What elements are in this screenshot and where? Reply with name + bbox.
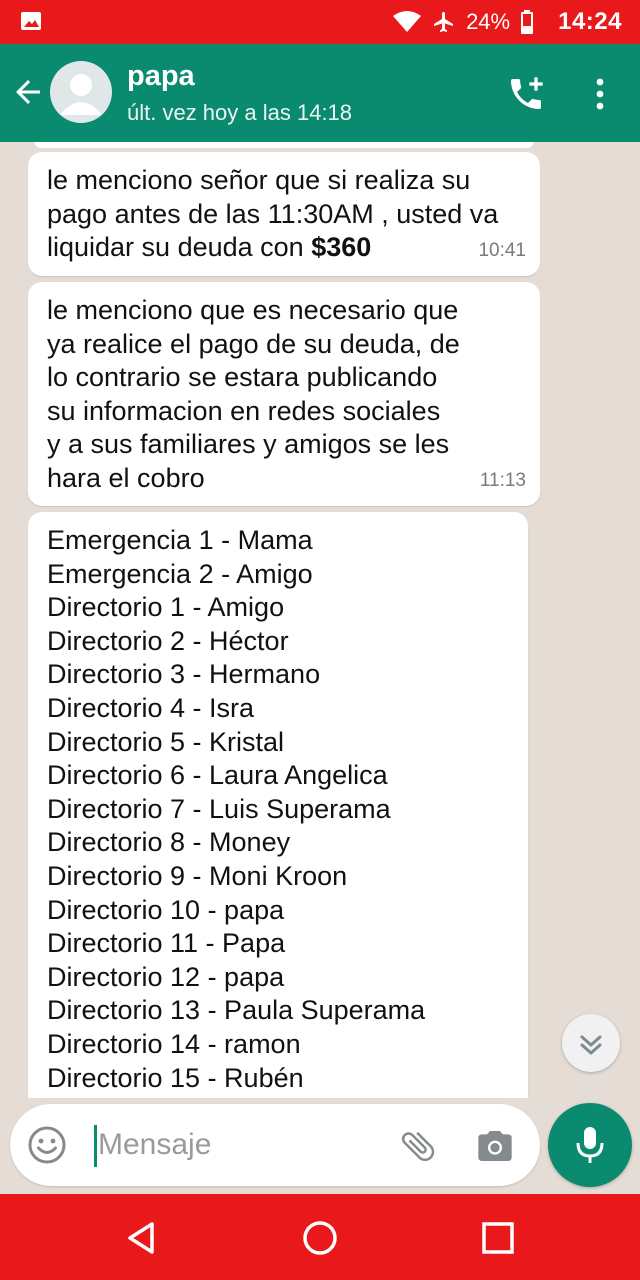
contact-name[interactable]: papa [127, 60, 195, 92]
list-item: Directorio 13 - Paula Superama [47, 995, 426, 1026]
battery-low-icon [520, 10, 534, 34]
message-bubble[interactable] [28, 282, 540, 506]
avatar-placeholder-icon [50, 61, 112, 123]
chat-area[interactable] [0, 142, 640, 1098]
avatar[interactable] [50, 61, 112, 123]
list-item: Emergencia 2 - Amigo [47, 558, 313, 589]
camera-icon[interactable] [474, 1126, 516, 1166]
list-item: Directorio 15 - Rubén [47, 1062, 304, 1093]
scroll-to-bottom-button[interactable] [562, 1014, 620, 1072]
emoji-icon[interactable] [26, 1124, 68, 1166]
back-arrow-icon[interactable] [10, 74, 46, 110]
text-cursor [94, 1125, 97, 1167]
airplane-icon [432, 10, 456, 34]
list-item: Directorio 9 - Moni Kroon [47, 860, 348, 891]
message-text: le menciono que es necesario que ya realice el pago de su deuda, de lo contrario se estara publicando su informacion en redes sociales y a sus familiares y amigos se les hara el cobro [47, 295, 460, 493]
wifi-icon [392, 10, 422, 34]
voice-record-button[interactable] [548, 1103, 632, 1187]
contact-list [47, 524, 510, 1095]
attach-icon[interactable] [398, 1126, 438, 1166]
message-bubble[interactable] [28, 152, 540, 276]
message-time: 11:13 [479, 470, 526, 492]
list-item: Directorio 8 - Money [47, 827, 291, 858]
list-item: Directorio 6 - Laura Angelica [47, 760, 388, 791]
list-item: Directorio 10 - papa [47, 894, 285, 925]
last-seen-status: últ. vez hoy a las 14:18 [127, 100, 353, 125]
list-item: Directorio 12 - papa [47, 961, 285, 992]
home-circle-icon[interactable] [298, 1216, 342, 1260]
message-bubble[interactable] [28, 512, 528, 1098]
message-composer [10, 1104, 540, 1186]
battery-percentage: 24% [466, 9, 511, 34]
clock: 14:24 [558, 8, 622, 35]
list-item: Directorio 14 - ramon [47, 1028, 301, 1059]
message-time: 10:41 [478, 240, 526, 262]
double-chevron-down-icon [562, 1014, 620, 1072]
more-vert-icon[interactable] [588, 74, 612, 114]
mic-icon [570, 1123, 610, 1167]
list-item: Directorio 1 - Amigo [47, 592, 285, 623]
gallery-icon [20, 10, 42, 32]
list-item: Directorio 4 - Isra [47, 692, 255, 723]
message-input[interactable] [98, 1122, 388, 1168]
chat-header [0, 44, 640, 142]
previous-message-stub [34, 142, 534, 148]
list-item: Directorio 3 - Hermano [47, 659, 321, 690]
list-item: Emergencia 1 - Mama [47, 525, 313, 555]
list-item: Directorio 5 - Kristal [47, 726, 285, 757]
list-item: Directorio 11 - Papa [47, 928, 286, 959]
back-triangle-icon[interactable] [120, 1216, 164, 1260]
message-text: le menciono señor que si realiza su pago antes de las 11:30AM , usted va liquidar su deuda con [47, 165, 499, 263]
status-bar [0, 0, 640, 44]
list-item: Directorio 2 - Héctor [47, 625, 289, 656]
system-nav-bar [0, 1194, 640, 1280]
add-call-icon[interactable] [506, 74, 546, 114]
recents-square-icon[interactable] [476, 1216, 520, 1260]
list-item: Directorio 7 - Luis Superama [47, 793, 391, 824]
message-amount: $360 [311, 232, 372, 263]
